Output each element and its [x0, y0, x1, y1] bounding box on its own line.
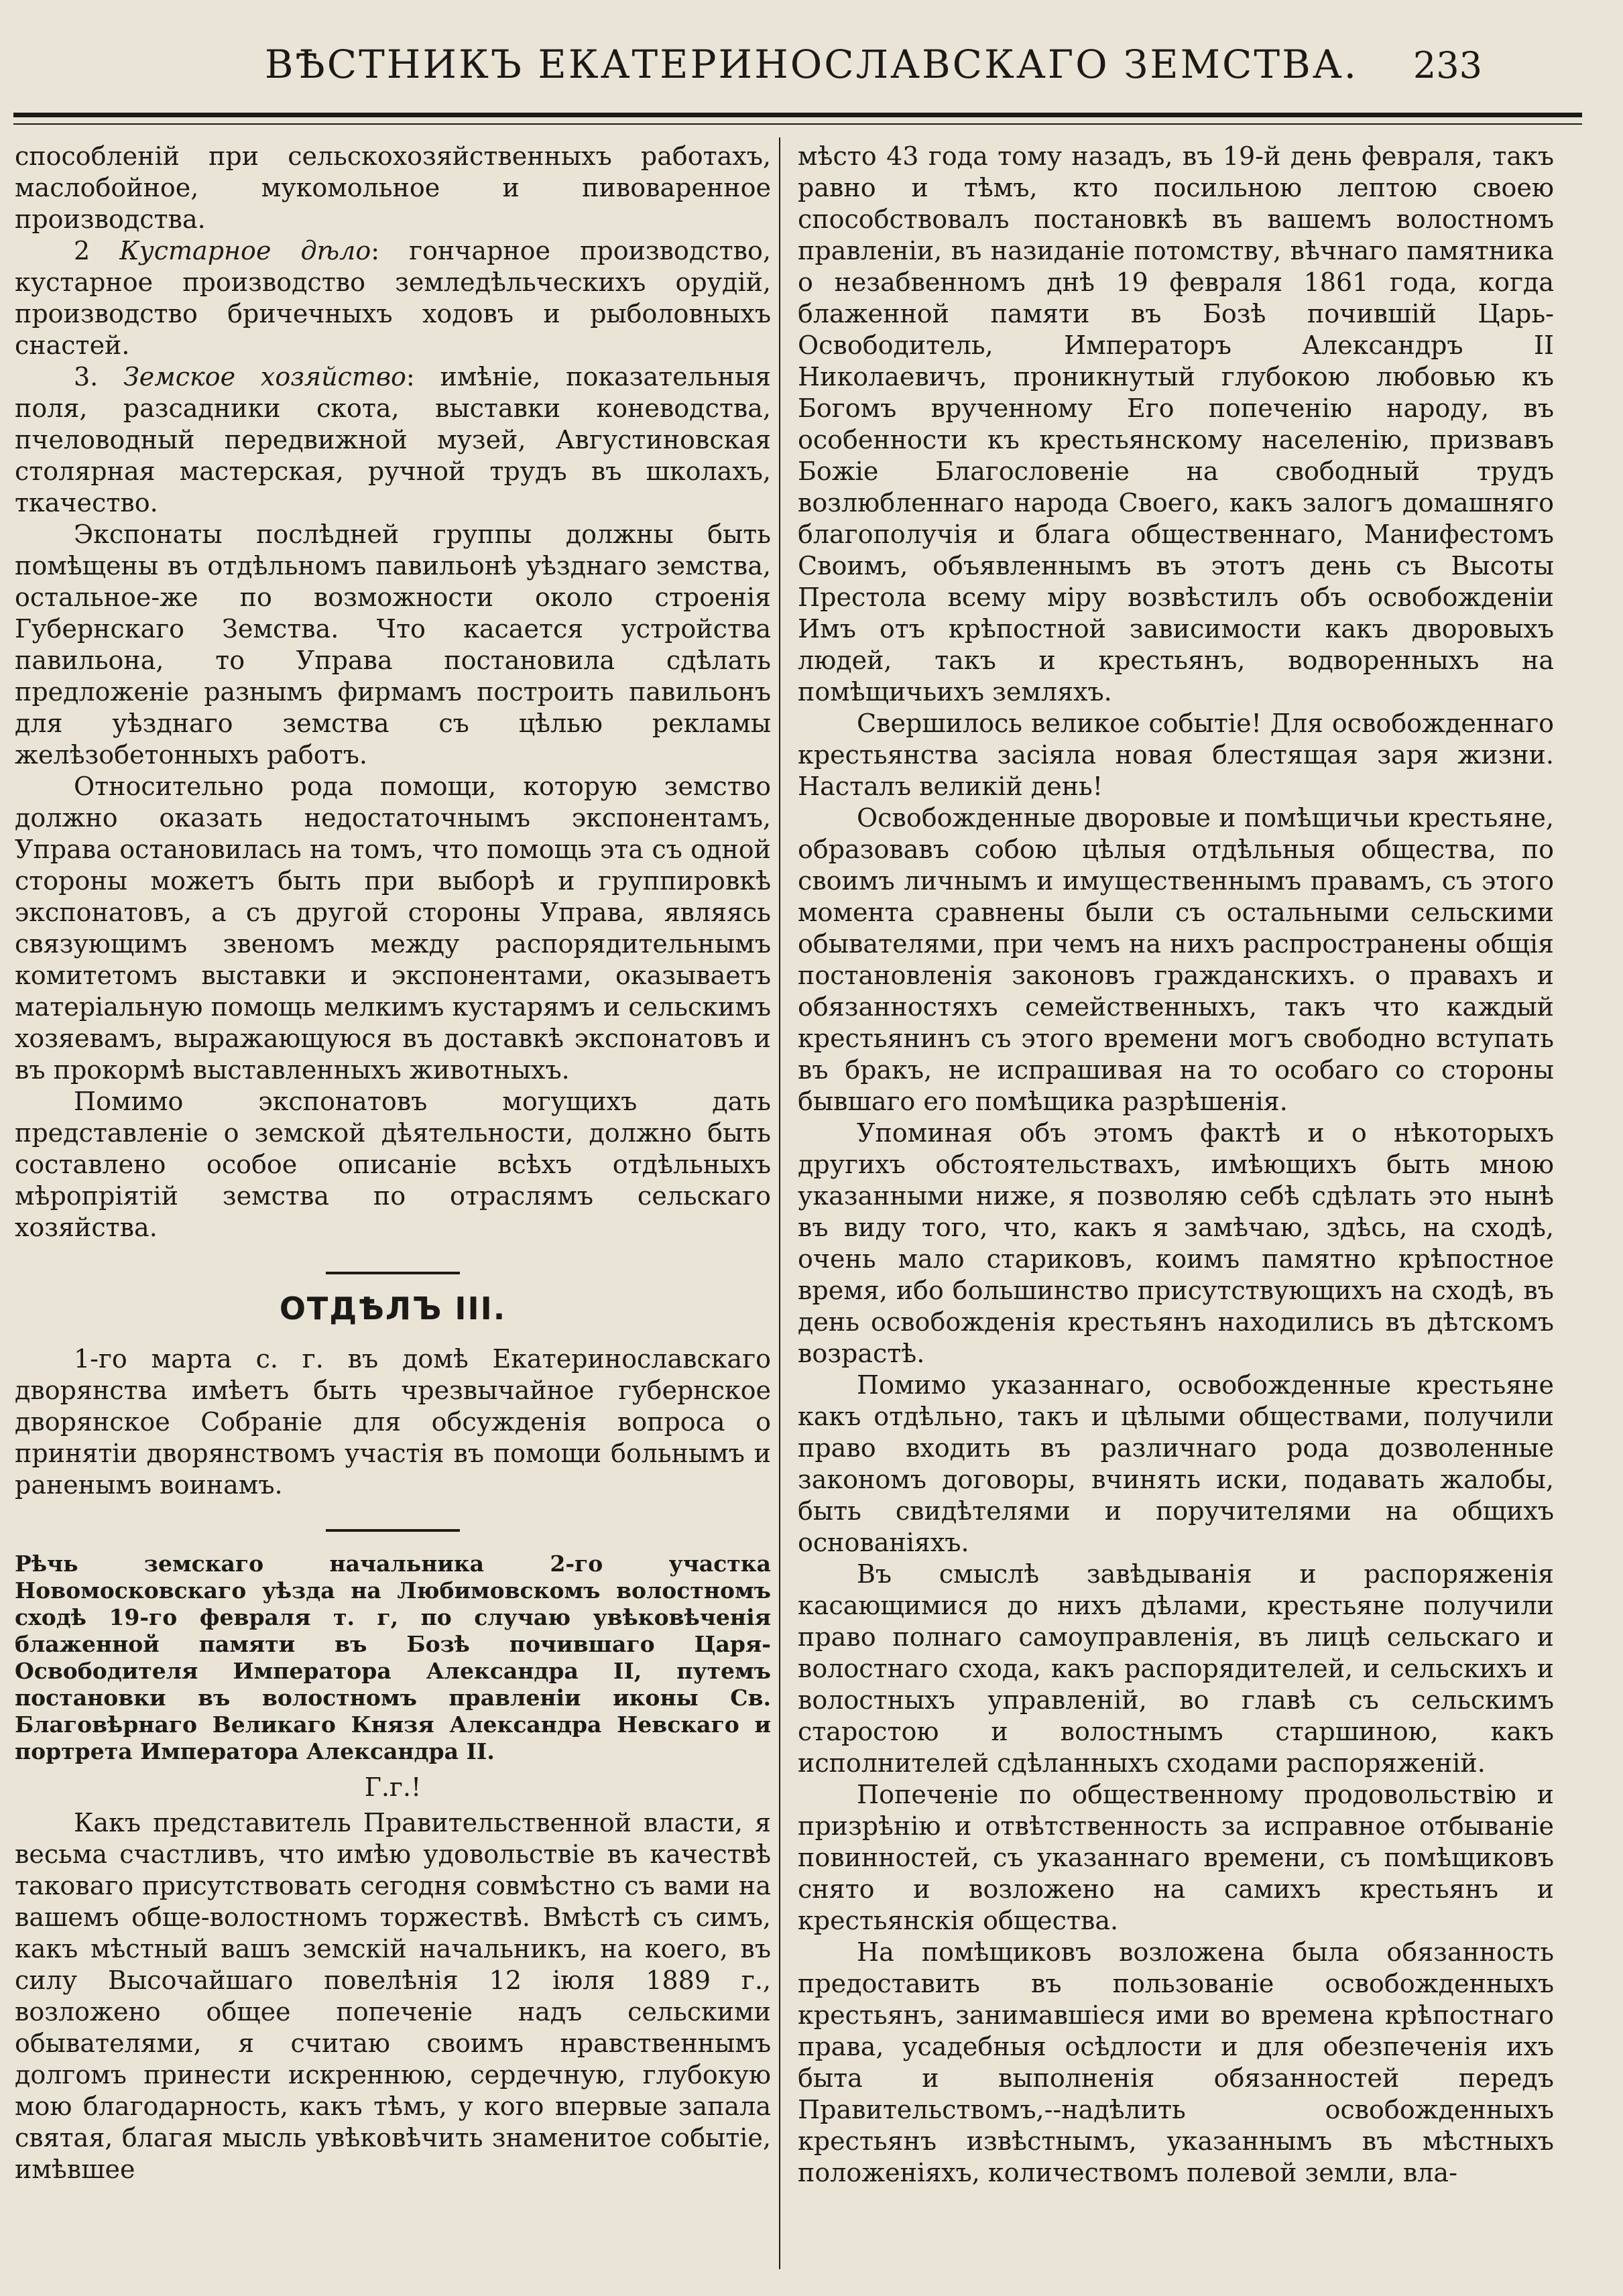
- page-number: 233: [1412, 44, 1482, 86]
- list-label: Кустарное дѣло: [119, 236, 371, 265]
- list-text: : имѣніе, показательныя поля, разсадники скота, выставки коневодства, пчеловодный передвижной музей, Августиновская столярная мастерская, ручной трудъ въ школахъ, ткачество.: [15, 362, 771, 518]
- paragraph: 1-го марта с. г. въ домѣ Екатеринославскаго дворянства имѣетъ быть чрезвычайное губернское дворянское Собраніе для обсужденія вопроса о принятіи дворянствомъ участія въ помощи больнымъ и раненымъ воинамъ.: [15, 1344, 771, 1500]
- paragraph: способленій при сельскохозяйственныхъ работахъ, маслобойное, мукомольное и пивоваренное производства.: [15, 141, 771, 234]
- speech-heading: Рѣчь земскаго начальника 2-го участка Новомосковскаго уѣзда на Любимовскомъ волостномъ сходѣ 19-го февраля т. г, по случаю увѣковѣченія блаженной памяти въ Бозѣ почившаго Царя-Освободителя Императора Александра II, путемъ постановки въ волостномъ правленіи иконы Св. Благовѣрнаго Великаго Князя Александра Невскаго и портрета Императора Александра II.: [15, 1551, 771, 1764]
- list-number: 2: [74, 236, 91, 265]
- paragraph: [15, 361, 771, 519]
- left-column: [15, 141, 771, 2185]
- paragraph: На помѣщиковъ возложена была обязанность предоставить въ пользованіе освобожденныхъ крестьянъ, занимавшіеся ими во времена крѣпостнаго права, усадебныя осѣдлости и для обезпеченія ихъ быта и выполненія обязанностей передъ Правительствомъ,--надѣлить освобожденныхъ крестьянъ извѣстнымъ, указаннымъ въ мѣстныхъ положеніяхъ, количествомъ полевой земли, вла-: [798, 1937, 1554, 2187]
- paragraph: мѣсто 43 года тому назадъ, въ 19-й день февраля, такъ равно и тѣмъ, кто посильною лептою своею способствовалъ постановкѣ въ вашемъ волостномъ правленіи, въ назиданіе потомству, вѣчнаго памятника о незабвенномъ днѣ 19 февраля 1861 года, когда блаженной памяти въ Бозѣ почившій Царь-Освободитель, Императоръ Александръ II Николаевичъ, проникнутый глубокою любовью къ Богомъ врученному Его попеченію народу, въ особенности къ крестьянскому населенію, призвавъ Божіе Благословеніе на свободный трудъ возлюбленнаго народа Своего, какъ залогъ домашняго благополучія и блага общественнаго, Манифестомъ Своимъ, объявленнымъ въ этотъ день съ Высоты Престола всему міру возвѣстилъ объ освобожденіи Имъ отъ крѣпостной зависимости какъ дворовыхъ людей, такъ и крестьянъ, водворенныхъ на помѣщичьихъ земляхъ.: [798, 141, 1554, 707]
- paragraph: Экспонаты послѣдней группы должны быть помѣщены въ отдѣльномъ павильонѣ уѣзднаго земства, остальное-же по возможности около строенія Губернскаго Земства. Что касается устройства павильона, то Управа постановила сдѣлать предложеніе разнымъ фирмамъ построить павильонъ для уѣзднаго земства съ цѣлью рекламы желѣзобетонныхъ работъ.: [15, 520, 771, 770]
- paragraph: Упоминая объ этомъ фактѣ и о нѣкоторыхъ другихъ обстоятельствахъ, имѣющихъ быть мною указанными ниже, я позволяю себѣ сдѣлать это нынѣ въ виду того, что, какъ я замѣчаю, здѣсь, на сходѣ, очень мало стариковъ, коимъ памятно крѣпостное время, ибо большинство присутствующихъ на сходѣ, въ день освобожденія крестьянъ находились въ дѣтскомъ возрастѣ.: [798, 1118, 1554, 1368]
- paragraph: Свершилось великое событіе! Для освобожденнаго крестьянства засіяла новая блестящая заря жизни. Насталъ великій день!: [798, 709, 1554, 801]
- section-heading: ОТДѢЛЪ III.: [279, 1290, 507, 1327]
- header-rule-thin: [13, 123, 1582, 125]
- header-rule-thick: [13, 113, 1582, 117]
- paragraph: Помимо указаннаго, освобожденные крестьяне какъ отдѣльно, такъ и цѣлыми обществами, получили право входить въ различнаго рода дозволенные закономъ договоры, вчинять иски, подавать жалобы, быть свидѣтелями и поручителями на общихъ основаніяхъ.: [798, 1370, 1554, 1557]
- paragraph: Освобожденные дворовые и помѣщичьи крестьяне, образовавъ собою цѣлыя отдѣльныя общества, по своимъ личнымъ и имущественнымъ правамъ, съ этого момента сравнены были съ остальными сельскими обывателями, при чемъ на нихъ распространены общія постановленія законовъ гражданскихъ. о правахъ и обязанностяхъ семейственныхъ, такъ что каждый крестьянинъ съ этого времени могъ свободно вступать въ бракъ, не испрашивая на то особаго со стороны бывшаго его помѣщика разрѣшенія.: [798, 803, 1554, 1116]
- list-text: : гончарное производство, кустарное производство земледѣльческихъ орудій, производство бричечныхъ ходовъ и рыболовныхъ снастей.: [15, 236, 771, 360]
- list-number: 3.: [74, 362, 99, 391]
- right-column: [798, 141, 1554, 2189]
- paragraph: Какъ представитель Правительственной власти, я весьма счастливъ, что имѣю удовольствіе въ качествѣ таковаго присутствовать сегодня совмѣстно съ вами на вашемъ обще-волостномъ торжествѣ. Вмѣстѣ съ симъ, какъ мѣстный вашъ земскій начальникъ, на коего, въ силу Высочайшаго повелѣнія 12 іюля 1889 г., возложено общее попеченіе надъ сельскими обывателями, я считаю своимъ нравственнымъ долгомъ принести искреннюю, сердечную, глубокую мою благодарность, какъ тѣмъ, у кого впервые запала святая, благая мысль увѣковѣчить знаменитое событіе, имѣвшее: [15, 1808, 771, 2184]
- paragraph: Относительно рода помощи, которую земство должно оказать недостаточнымъ экспонентамъ, Управа остановилась на томъ, что помощь эта съ одной стороны можетъ быть при выборѣ и группировкѣ экспонатовъ, а съ другой стороны Управа, являясь связующимъ звеномъ между распорядительнымъ комитетомъ выставки и экспонентами, оказываетъ матеріальную помощь мелкимъ кустарямъ и сельскимъ хозяевамъ, выражающуюся въ доставкѣ экспонатовъ и въ прокормѣ выставленныхъ животныхъ.: [15, 772, 771, 1085]
- column-divider: [779, 137, 780, 2269]
- section-separator: [326, 1272, 460, 1274]
- paragraph: Помимо экспонатовъ могущихъ дать представленіе о земской дѣятельности, должно быть составлено особое описаніе всѣхъ отдѣльныхъ мѣропріятій земства по отраслямъ сельскаго хозяйства.: [15, 1087, 771, 1242]
- running-header-title: ВѢСТНИКЪ ЕКАТЕРИНОСЛАВСКАГО ЗЕМСТВА.: [264, 42, 1359, 87]
- paragraph: Попеченіе по общественному продовольствію и призрѣнію и отвѣтственность за исправное отбываніе повинностей, съ указаннаго времени, съ помѣщиковъ снято и возложено на самихъ крестьянъ и крестьянскія общества.: [798, 1780, 1554, 1935]
- paragraph: Въ смыслѣ завѣдыванія и распоряженія касающимися до нихъ дѣлами, крестьяне получили право полнаго самоуправленія, въ лицѣ сельскаго и волостнаго схода, какъ распорядителей, и сельскихъ и волостныхъ управленій, во главѣ съ сельскимъ старостою и волостнымъ старшиною, какъ исполнителей сдѣланныхъ сходами распоряженій.: [798, 1559, 1554, 1778]
- paragraph: [15, 235, 771, 361]
- section-separator: [326, 1529, 460, 1532]
- salutation: Г.г.!: [364, 1772, 422, 1802]
- list-label: Земское хозяйство: [123, 362, 406, 391]
